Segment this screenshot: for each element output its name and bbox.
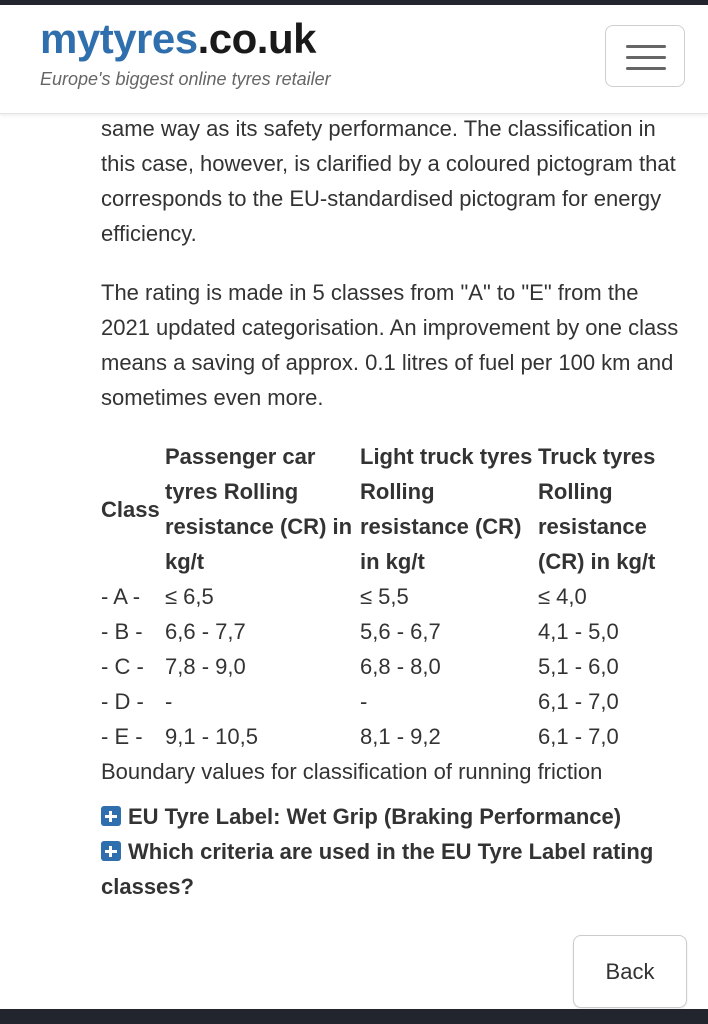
table-row (101, 649, 688, 684)
table-header-row (101, 439, 688, 579)
paragraph-rating-classes: The rating is made in 5 classes from "A" to "E" from the 2021 updated categorisation. An improvement by one class means a saving of approx. 0.1 litres of fuel per 100 km and sometimes even more. (101, 280, 679, 410)
plus-icon (101, 806, 121, 826)
table-cell: 4,1 - 5,0 (538, 619, 619, 644)
hamburger-menu-icon-bar (626, 56, 666, 59)
expand-link-label: Which criteria are used in the EU Tyre Label rating classes? (101, 839, 654, 899)
table-header-truck: Truck tyres Rolling resistance (CR) in kg/t (538, 444, 656, 574)
table-cell: 5,1 - 6,0 (538, 654, 619, 679)
bottom-bar (0, 1009, 708, 1024)
table-cell: 6,8 - 8,0 (360, 654, 441, 679)
back-button[interactable]: Back (573, 935, 687, 1008)
table-header-class: Class (101, 496, 160, 522)
table-cell: ≤ 6,5 (165, 584, 214, 609)
table-cell-class: - C - (101, 654, 144, 679)
site-logo[interactable] (40, 17, 316, 61)
table-caption: Boundary values for classification of running friction (101, 759, 603, 784)
paragraph-energy-efficiency: same way as its safety performance. The classification in this case, however, is clarified by a coloured pictogram that corresponds to the EU-standardised pictogram for energy efficiency. (101, 116, 676, 246)
logo-brand: mytyres (40, 15, 198, 62)
expand-link-wet-grip[interactable] (101, 799, 691, 834)
table-row (101, 684, 688, 719)
table-cell-class: - D - (101, 689, 144, 714)
table-row (101, 614, 688, 649)
logo-tld: .co.uk (197, 15, 316, 62)
table-row (101, 579, 688, 614)
expand-link-rating-criteria[interactable] (101, 834, 691, 904)
site-header (0, 5, 708, 114)
site-tagline: Europe's biggest online tyres retailer (40, 69, 331, 89)
table-cell: 5,6 - 6,7 (360, 619, 441, 644)
table-row (101, 719, 688, 754)
table-cell: 7,8 - 9,0 (165, 654, 246, 679)
table-cell: 6,1 - 7,0 (538, 689, 619, 714)
table-header-light-truck: Light truck tyres Rolling resistance (CR) in kg/t (360, 444, 533, 574)
expand-link-label: EU Tyre Label: Wet Grip (Braking Performance) (128, 804, 622, 829)
table-cell: - (360, 689, 368, 714)
table-cell: 6,1 - 7,0 (538, 724, 619, 749)
table-cell: 8,1 - 9,2 (360, 724, 441, 749)
table-cell: ≤ 5,5 (360, 584, 409, 609)
table-cell: 9,1 - 10,5 (165, 724, 258, 749)
table-cell: - (165, 689, 173, 714)
hamburger-menu-button[interactable] (605, 25, 685, 87)
hamburger-menu-icon-bar (626, 67, 666, 70)
rolling-resistance-table (101, 439, 688, 754)
table-cell: 6,6 - 7,7 (165, 619, 246, 644)
table-cell-class: - E - (101, 724, 143, 749)
table-cell: ≤ 4,0 (538, 584, 587, 609)
plus-icon (101, 841, 121, 861)
table-header-passenger-car: Passenger car tyres Rolling resistance (CR) in kg/t (165, 444, 353, 574)
article-content (101, 111, 691, 904)
table-cell-class: - A - (101, 584, 141, 609)
table-cell-class: - B - (101, 619, 143, 644)
hamburger-menu-icon (626, 45, 666, 48)
